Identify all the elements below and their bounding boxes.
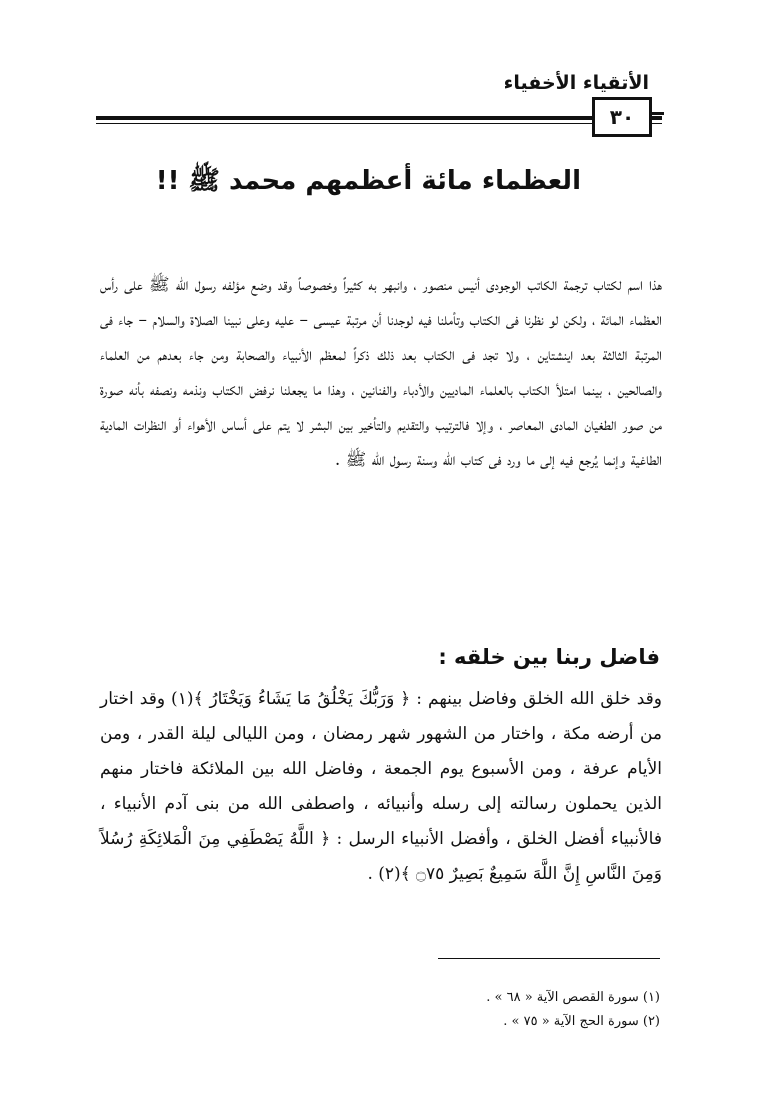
chapter-title: العظماء مائة أعظمهم محمد ﷺ !! — [155, 166, 581, 196]
header-rule-thin — [96, 123, 662, 124]
intro-paragraph-block — [100, 268, 662, 638]
footnote-2: (٢) سورة الحج الآية « ٧٥ » . — [503, 1014, 660, 1029]
intro-paragraph: هذا اسم لكتاب ترجمة الكاتب الوجودى أنيس منصور ، وانبهر به كثيراً وخصوصاً وقد وضع مؤلفه رسول الله ﷺ على رأس العظماء المائة ، ولكن لو نظرنا فى الكتاب وتأملنا فيه لوجدنا أن مرتبة عيسى – عليه وعلى نبينا الصلاة والسلام – جاء فى المرتبة الثالثة بعد اينشتاين ، ولا تجد فى الكتاب بعد ذلك ذكراً لمعظم الأنبياء والصحابة ومن جاء بعدهم من العلماء والصالحين ، بينما امتلأ الكتاب بالعلماء الماديين والأدباء والفنانين ، وهذا ما يجعلنا نرفض الكتاب ونذمه ونصفه بأنه صورة من صور الطغيان المادى المعاصر ، وإلا فالترتيب والتقديم والتأخير بين البشر لا يتم على أساس الأهواء أو النظرات المادية الطاغية وإنما يُرجع فيه إلى ما ورد فى كتاب الله وسنة رسول الله ﷺ . — [100, 275, 662, 470]
section-paragraph: وقد خلق الله الخلق وفاضل بينهم : ﴿ وَرَبُّكَ يَخْلُقُ مَا يَشَاءُ وَيَخْتَارُ ﴾(١) وقد اختار من أرضه مكة ، واختار من الشهور شهر رمضان ، ومن الليالى ليلة القدر ، ومن الأيام عرفة ، ومن الأسبوع يوم الجمعة ، وفاضل الله بين الملائكة فاختار منهم الذين يحملون رسالته إلى رسله وأنبيائه ، واصطفى الله من بنى آدم الأنبياء ، فالأنبياء أفضل الخلق ، وأفضل الأنبياء الرسل : ﴿ اللَّهُ يَصْطَفِي مِنَ الْمَلائِكَةِ رُسُلاً وَمِنَ النَّاسِ إِنَّ اللَّهَ سَمِيعٌ بَصِيرٌ ۝٧٥ ﴾(٢) . — [100, 689, 662, 884]
section-heading: فاضل ربنا بين خلقه : — [438, 645, 660, 669]
running-title: الأتقياء الأخفياء — [503, 72, 649, 94]
footnotes — [360, 986, 660, 1034]
page-number-tab — [652, 112, 664, 115]
section-paragraph-block — [100, 682, 662, 932]
page-number — [592, 97, 652, 137]
footnote-1: (١) سورة القصص الآية « ٦٨ » . — [486, 990, 660, 1005]
page-number-text: ٣٠ — [609, 105, 635, 129]
header-rule — [96, 116, 662, 120]
footnote-separator — [438, 958, 660, 959]
